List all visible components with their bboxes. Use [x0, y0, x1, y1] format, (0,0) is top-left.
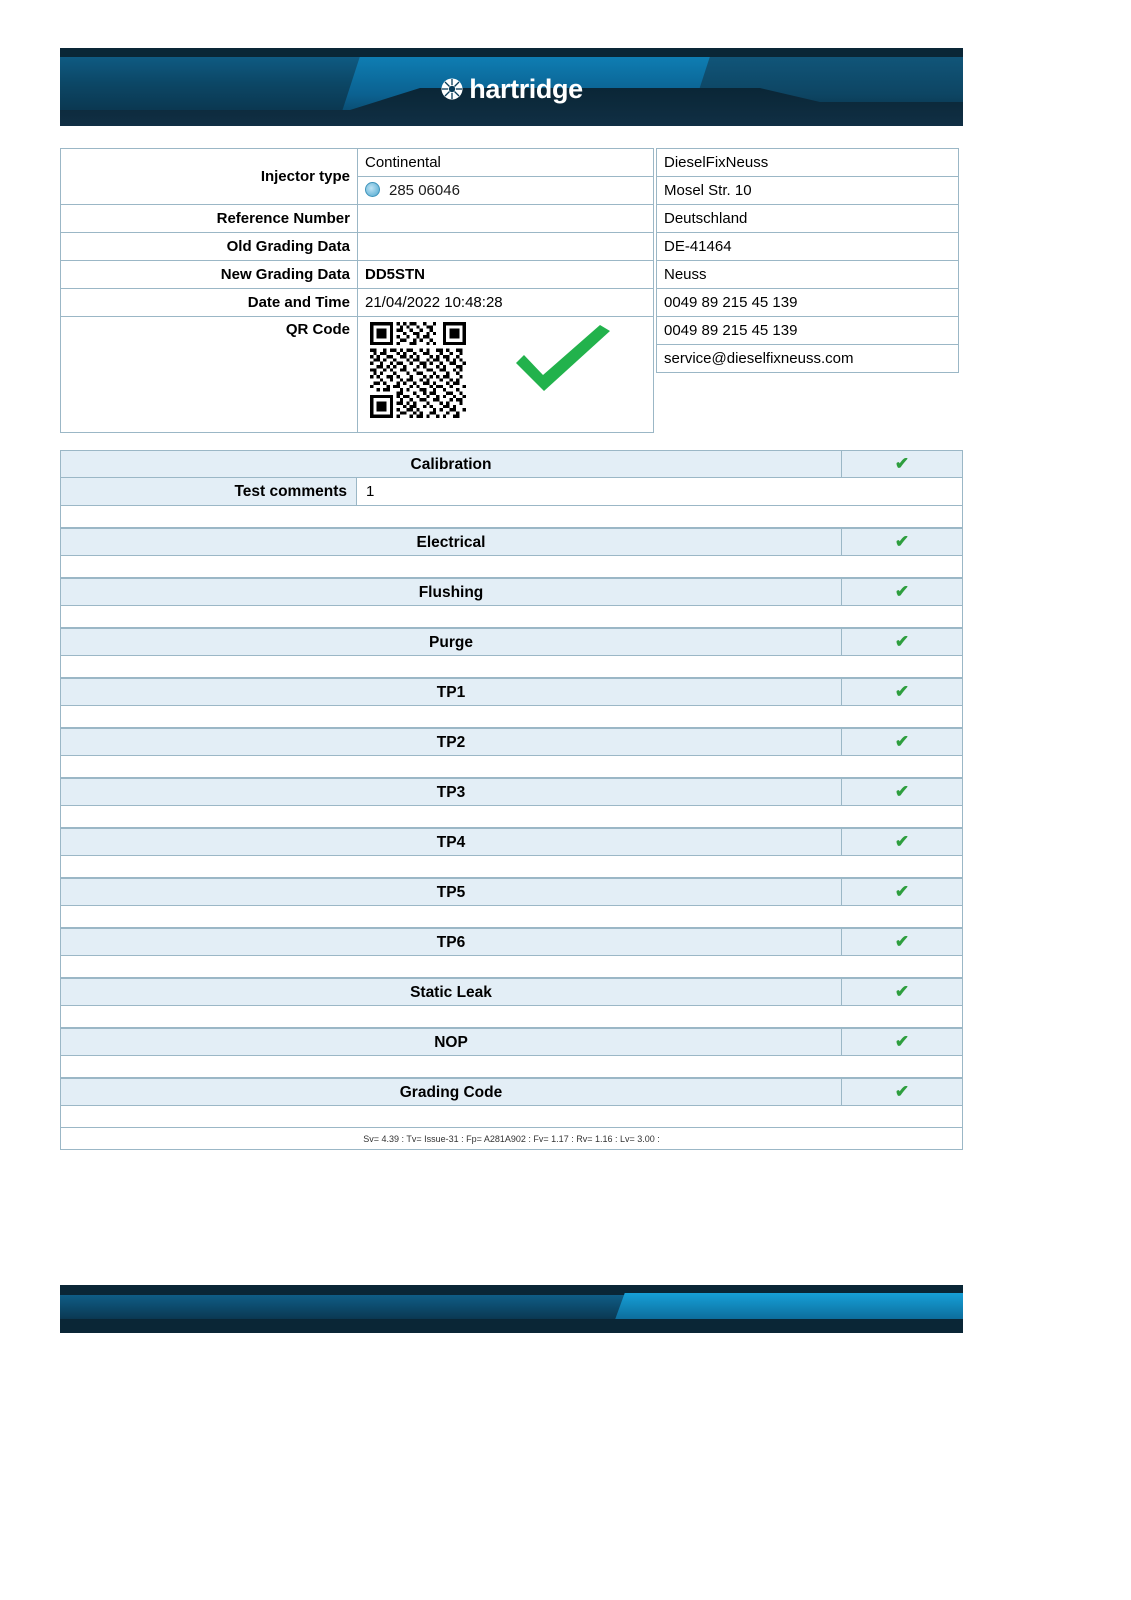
result-status-cell — [842, 828, 963, 856]
result-status-cell — [842, 978, 963, 1006]
result-status-cell — [842, 450, 963, 478]
qr-code-label: QR Code — [61, 317, 358, 433]
result-title: TP6 — [60, 928, 842, 956]
result-row-purge — [60, 628, 963, 656]
check-icon: ✔ — [894, 682, 910, 701]
new-grading-label: New Grading Data — [61, 261, 358, 289]
test-comments-value: 1 — [357, 478, 963, 506]
qr-code-cell — [358, 317, 654, 433]
table-row — [61, 149, 654, 177]
result-status-cell — [842, 528, 963, 556]
table-row — [61, 317, 654, 433]
customer-city: Neuss — [657, 261, 959, 289]
result-status-cell — [842, 928, 963, 956]
table-row — [657, 261, 959, 289]
table-row — [657, 289, 959, 317]
brand-name: hartridge — [469, 74, 583, 104]
blank-row — [60, 606, 963, 628]
result-row-nop — [60, 1028, 963, 1056]
result-title: Flushing — [60, 578, 842, 606]
page-header-banner — [60, 48, 963, 126]
footer-stripe-bottom — [60, 1319, 963, 1333]
customer-phone-2: 0049 89 215 45 139 — [657, 317, 959, 345]
result-row-tp4 — [60, 828, 963, 856]
result-title: TP3 — [60, 778, 842, 806]
result-title: TP4 — [60, 828, 842, 856]
check-icon: ✔ — [894, 454, 910, 473]
check-icon: ✔ — [894, 882, 910, 901]
test-comments-row — [60, 478, 963, 506]
result-row-calibration — [60, 450, 963, 478]
table-row — [657, 345, 959, 373]
result-row-tp6 — [60, 928, 963, 956]
table-row — [61, 261, 654, 289]
blank-row — [60, 656, 963, 678]
result-status-cell — [842, 728, 963, 756]
table-row — [657, 205, 959, 233]
check-icon: ✔ — [894, 782, 910, 801]
table-row — [61, 289, 654, 317]
check-icon: ✔ — [894, 1032, 910, 1051]
datetime-label: Date and Time — [61, 289, 358, 317]
table-row — [657, 149, 959, 177]
check-icon: ✔ — [894, 632, 910, 651]
page-footer-banner — [60, 1285, 963, 1333]
injector-marker-icon — [365, 182, 380, 197]
blank-row — [60, 1006, 963, 1028]
result-title: Calibration — [60, 450, 842, 478]
blank-row — [60, 556, 963, 578]
result-status-cell — [842, 578, 963, 606]
result-status-cell — [842, 878, 963, 906]
reference-number-value — [358, 205, 654, 233]
blank-row — [60, 1106, 963, 1128]
result-title: TP2 — [60, 728, 842, 756]
customer-info-table — [656, 148, 959, 373]
injector-part-number-value: 285 06046 — [389, 182, 460, 199]
gear-icon — [440, 77, 464, 108]
result-row-flushing — [60, 578, 963, 606]
datetime-value: 21/04/2022 10:48:28 — [358, 289, 654, 317]
customer-name: DieselFixNeuss — [657, 149, 959, 177]
blank-row — [60, 1056, 963, 1078]
result-status-cell — [842, 1028, 963, 1056]
result-title: Electrical — [60, 528, 842, 556]
injector-info-table — [60, 148, 654, 433]
table-row — [657, 233, 959, 261]
check-icon: ✔ — [894, 1082, 910, 1101]
check-icon: ✔ — [894, 532, 910, 551]
report-footnote: Sv= 4.39 : Tv= Issue-31 : Fp= A281A902 : Fv= 1.17 : Rv= 1.16 : Lv= 3.00 : — [60, 1128, 963, 1150]
result-row-grading-code — [60, 1078, 963, 1106]
old-grading-label: Old Grading Data — [61, 233, 358, 261]
injector-type-label: Injector type — [61, 149, 358, 205]
result-title: TP5 — [60, 878, 842, 906]
result-status-cell — [842, 628, 963, 656]
check-icon: ✔ — [894, 832, 910, 851]
result-row-tp2 — [60, 728, 963, 756]
result-status-cell — [842, 778, 963, 806]
result-row-static-leak — [60, 978, 963, 1006]
injector-part-number-cell — [358, 177, 654, 205]
injector-manufacturer-value: Continental — [358, 149, 654, 177]
result-title: Purge — [60, 628, 842, 656]
overall-pass-icon — [508, 325, 618, 409]
result-title: Grading Code — [60, 1078, 842, 1106]
test-results-list — [60, 450, 963, 1150]
table-row — [657, 177, 959, 205]
blank-row — [60, 806, 963, 828]
old-grading-value — [358, 233, 654, 261]
brand-logo — [60, 74, 963, 108]
table-row — [61, 233, 654, 261]
result-title: NOP — [60, 1028, 842, 1056]
footer-accent — [615, 1293, 963, 1319]
blank-row — [60, 756, 963, 778]
customer-postcode: DE-41464 — [657, 233, 959, 261]
check-icon: ✔ — [894, 982, 910, 1001]
customer-country: Deutschland — [657, 205, 959, 233]
blank-row — [60, 856, 963, 878]
banner-top-stripe — [60, 48, 963, 57]
result-title: Static Leak — [60, 978, 842, 1006]
blank-row — [60, 956, 963, 978]
check-icon: ✔ — [894, 582, 910, 601]
customer-phone-1: 0049 89 215 45 139 — [657, 289, 959, 317]
result-status-cell — [842, 678, 963, 706]
result-status-cell — [842, 1078, 963, 1106]
blank-row — [60, 906, 963, 928]
result-row-tp3 — [60, 778, 963, 806]
test-comments-label: Test comments — [60, 478, 357, 506]
customer-email: service@dieselfixneuss.com — [657, 345, 959, 373]
blank-row — [60, 706, 963, 728]
check-icon: ✔ — [894, 732, 910, 751]
result-row-tp5 — [60, 878, 963, 906]
result-row-tp1 — [60, 678, 963, 706]
new-grading-value: DD5STN — [358, 261, 654, 289]
reference-number-label: Reference Number — [61, 205, 358, 233]
customer-street: Mosel Str. 10 — [657, 177, 959, 205]
check-icon: ✔ — [894, 932, 910, 951]
blank-row — [60, 506, 963, 528]
table-row — [61, 205, 654, 233]
result-row-electrical — [60, 528, 963, 556]
qr-code-image — [370, 322, 466, 418]
result-title: TP1 — [60, 678, 842, 706]
table-row — [657, 317, 959, 345]
